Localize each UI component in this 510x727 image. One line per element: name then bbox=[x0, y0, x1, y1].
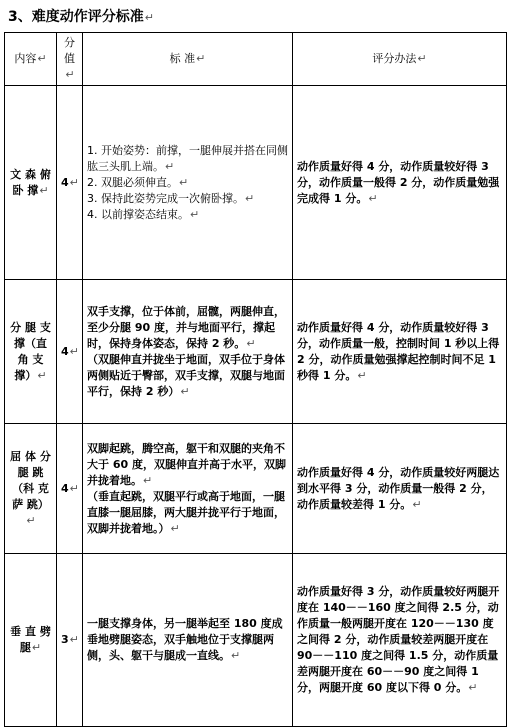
row-method-cell: 动作质量好得 4 分，动作质量较好得 3 分，动作质量一般得 2 分，动作质量勉强完成得 1 分。↵ bbox=[293, 86, 507, 280]
row-score-cell: 3↵ bbox=[57, 554, 83, 727]
standard-line: （垂直起跳，双腿平行或高于地面，一腿直膝一腿屈膝，两大腿并拢平行于地面，双脚并拢着地。）↵ bbox=[87, 489, 285, 535]
table-row bbox=[5, 554, 507, 727]
row-standard-cell bbox=[83, 554, 293, 727]
row-method-cell: 动作质量好得 4 分，动作质量较好得 3 分，动作质量一般，控制时间 1 秒以上得 2 分，动作质量勉强撑起控制时间不足 1 秒得 1 分。↵ bbox=[293, 280, 507, 424]
table-row bbox=[5, 86, 507, 280]
row-score-cell: 4↵ bbox=[57, 280, 83, 424]
standard-line: 一腿支撑身体，另一腿举起至 180 度成垂地劈腿姿态，双手触地位于支撑腿两侧，头、躯干与腿成一直线。↵ bbox=[87, 617, 283, 662]
scoring-table bbox=[4, 32, 507, 727]
standard-line: 双脚起跳，腾空高，躯干和双腿的夹角不大于 60 度，双腿伸直并高于水平，双脚并拢着地。↵ bbox=[87, 441, 286, 487]
row-content-cell: 屈 体 分 腿 跳（科 克 萨 跳）↵ bbox=[5, 424, 57, 554]
row-method-cell: 动作质量好得 4 分，动作质量较好两腿达到水平得 3 分，动作质量一般得 2 分，动作质量较差得 1 分。↵ bbox=[293, 424, 507, 554]
table-row bbox=[5, 280, 507, 424]
row-standard-cell bbox=[83, 280, 293, 424]
row-method-cell: 动作质量好得 3 分，动作质量较好两腿开度在 140－－160 度之间得 2.5 分，动作质量一般两腿开度在 120－－130 度之间得 2 分，动作质量较差两腿开度在 90－－110 度之间得 1.5 分，动作质量差两腿开度在 60－－90 度之间得 1 分，两腿开度 60 度以下得 0 分。↵ bbox=[293, 554, 507, 727]
row-content-cell: 文 森 俯 卧 撑↵ bbox=[5, 86, 57, 280]
standard-line: 2. 双腿必须伸直。↵ bbox=[87, 175, 189, 189]
standard-line: 3. 保持此姿势完成一次俯卧撑。↵ bbox=[87, 191, 255, 205]
header-standard: 标 准↵ bbox=[83, 33, 293, 86]
header-row bbox=[5, 33, 507, 86]
header-method: 评分办法↵ bbox=[293, 33, 507, 86]
row-content-cell: 垂 直 劈 腿↵ bbox=[5, 554, 57, 727]
header-content: 内容↵ bbox=[5, 33, 57, 86]
standard-line: 4. 以前撑姿态结束。↵ bbox=[87, 207, 200, 221]
section-heading: 3、难度动作评分标准↵ bbox=[8, 9, 154, 25]
standard-line: 双手支撑，位于体前，屈髋，两腿伸直，至少分腿 90 度，并与地面平行，撑起时，保持身体姿态，保持 2 秒。↵ bbox=[87, 304, 285, 350]
row-content-cell: 分 腿 支 撑（直 角 支 撑）↵ bbox=[5, 280, 57, 424]
header-score: 分值↵ bbox=[57, 33, 83, 86]
row-score-cell: 4↵ bbox=[57, 424, 83, 554]
table-row bbox=[5, 424, 507, 554]
row-standard-cell bbox=[83, 424, 293, 554]
standard-line: 1. 开始姿势：前撑，一腿伸展并搭在同侧肱三头肌上端。↵ bbox=[87, 143, 288, 173]
standard-line: （双腿伸直并拢坐于地面，双手位于身体两侧贴近于臀部，双手支撑，双腿与地面平行，保持 2 秒）↵ bbox=[87, 352, 285, 398]
row-score-cell: 4↵ bbox=[57, 86, 83, 280]
row-standard-cell bbox=[83, 86, 293, 280]
